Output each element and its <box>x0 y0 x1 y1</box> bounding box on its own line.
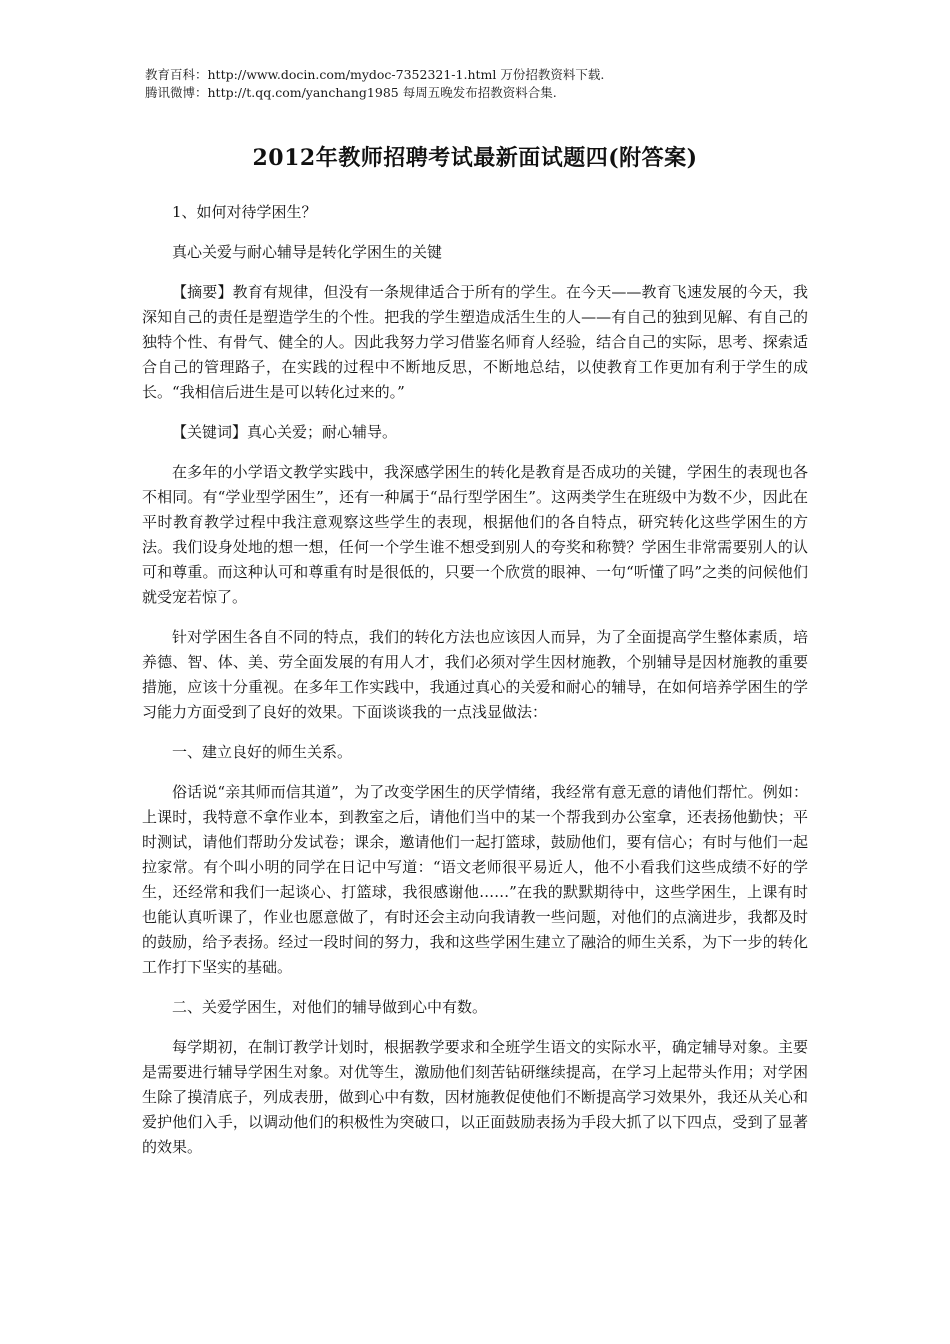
body-paragraph: 针对学困生各自不同的特点，我们的转化方法也应该因人而异，为了全面提高学生整体素质，培养德、智、体、美、劳全面发展的有用人才，我们必须对学生因材施教，个别辅导是因材施教的重要措施，应该十分重视。在多年工作实践中，我通过真心的关爱和耐心的辅导，在如何培养学困生的学习能力方面受到了良好的效果。下面谈谈我的一点浅显做法： <box>142 628 808 721</box>
body-paragraph: 每学期初，在制订教学计划时，根据教学要求和全班学生语文的实际水平，确定辅导对象。主要是需要进行辅导学困生对象。对优等生，激励他们刻苦钻研继续提高，在学习上起带头作用；对学困生除了摸清底子，列成表册，做到心中有数，因材施教促使他们不断提高学习效果外，我还从关心和爱护他们入手，以调动他们的积极性为突破口，以正面鼓励表扬为手段大抓了以下四点，受到了显著的效果。 <box>142 1038 808 1156</box>
header-line-docin: 教育百科：http://www.docin.com/mydoc-7352321-1.html 万份招教资料下载. <box>145 67 605 82</box>
document-body <box>142 200 808 1175</box>
document-title: 2012年教师招聘考试最新面试题四(附答案) <box>252 145 698 171</box>
keywords-paragraph: 【关键词】真心关爱；耐心辅导。 <box>172 423 398 441</box>
body-paragraph: 俗话说“亲其师而信其道”，为了改变学困生的厌学情绪，我经常有意无意的请他们帮忙。例如：上课时，我特意不拿作业本，到教室之后，请他们当中的某一个帮我到办公室拿，还表扬他勤快；平时测试，请他们帮助分发试卷；课余，邀请他们一起打篮球，鼓励他们，要有信心；有时与他们一起拉家常。有个叫小明的同学在日记中写道：“语文老师很平易近人，他不小看我们这些成绩不好的学生，还经常和我们一起谈心、打篮球，我很感谢他……”在我的默默期待中，这些学困生，上课有时也能认真听课了，作业也愿意做了，有时还会主动向我请教一些问题，对他们的点滴进步，我都及时的鼓励，给予表扬。经过一段时间的努力，我和这些学困生建立了融洽的师生关系，为下一步的转化工作打下坚实的基础。 <box>142 783 808 976</box>
body-paragraph: 在多年的小学语文教学实践中，我深感学困生的转化是教育是否成功的关键，学困生的表现也各不相同。有“学业型学困生”，还有一种属于“品行型学困生”。这两类学生在班级中为数不少，因此在平时教育教学过程中我注意观察这些学生的表现，根据他们的各自特点，研究转化这些学困生的方法。我们设身处地的想一想，任何一个学生谁不想受到别人的夸奖和称赞？学困生非常需要别人的认可和尊重。而这种认可和尊重有时是很低的，只要一个欣赏的眼神、一句“听懂了吗”之类的问候他们就受宠若惊了。 <box>142 463 808 606</box>
abstract-paragraph: 【摘要】教育有规律，但没有一条规律适合于所有的学生。在今天——教育飞速发展的今天，我深知自己的责任是塑造学生的个性。把我的学生塑造成活生生的人——有自己的独到见解、有自己的独特个性、有骨气、健全的人。因此我努力学习借鉴名师育人经验，结合自己的实际，思考、探索适合自己的管理路子，在实践的过程中不断地反思，不断地总结，以使教育工作更加有利于学生的成长。“我相信后进生是可以转化过来的。” <box>142 283 808 401</box>
section-heading: 一、建立良好的师生关系。 <box>172 743 353 761</box>
page-header <box>145 66 604 102</box>
question-heading: 1、如何对待学困生？ <box>172 203 317 221</box>
section-heading: 二、关爱学困生，对他们的辅导做到心中有数。 <box>172 998 488 1016</box>
article-subtitle: 真心关爱与耐心辅导是转化学困生的关键 <box>172 243 443 261</box>
header-line-weibo: 腾讯微博：http://t.qq.com/yanchang1985 每周五晚发布招教资料合集. <box>145 85 557 100</box>
